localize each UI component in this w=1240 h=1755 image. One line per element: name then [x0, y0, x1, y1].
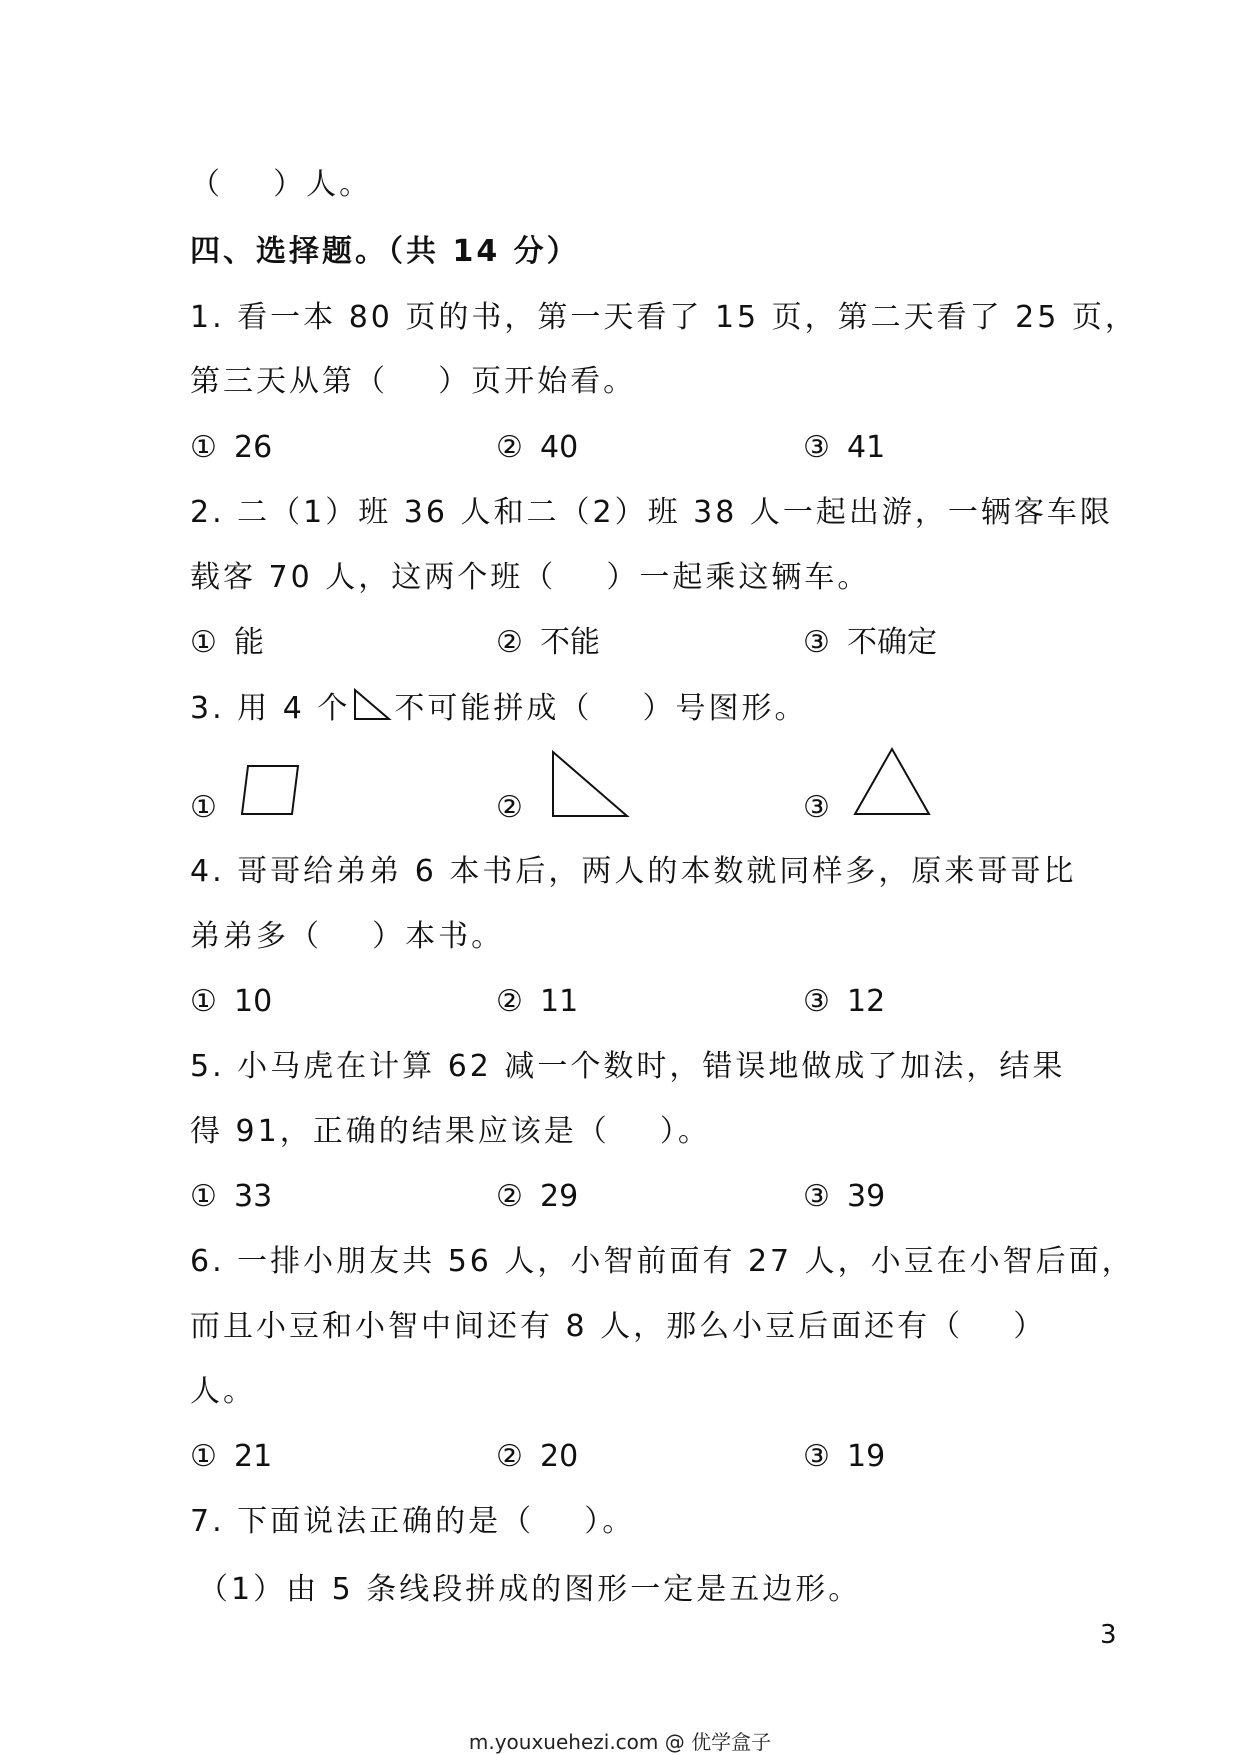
q7-text: 7. 下面说法正确的是（ ）。	[190, 1504, 636, 1539]
option-mark: ②	[496, 1439, 523, 1474]
q4-text-line2: 弟弟多（ ）本书。	[190, 919, 505, 954]
option-value: 33	[234, 1179, 273, 1214]
q2-option-3[interactable]	[803, 623, 937, 663]
q3-option-3-triangle-figure	[850, 746, 934, 818]
option-mark: ③	[803, 625, 830, 660]
q1-text-line1: 1. 看一本 80 页的书，第一天看了 15 页，第二天看了 25 页，	[190, 300, 1138, 335]
option-value: 29	[540, 1179, 579, 1214]
q6-text-line1: 6. 一排小朋友共 56 人，小智前面有 27 人，小豆在小智后面，	[190, 1244, 1135, 1279]
footer-source: m.youxuehezi.com @ 优学盒子	[468, 1730, 772, 1754]
option-value: 19	[847, 1439, 886, 1474]
q5-option-2[interactable]	[496, 1177, 578, 1217]
q3-text-post: 不可能拼成（ ）号图形。	[394, 691, 808, 726]
q2-option-2[interactable]	[496, 623, 600, 663]
option-mark: ③	[803, 790, 830, 825]
q3-option-2-right-triangle-figure	[548, 748, 632, 820]
q4-option-3[interactable]	[803, 982, 885, 1022]
option-mark: ①	[190, 625, 217, 660]
page-number: 3	[1100, 1620, 1117, 1650]
q5-option-3[interactable]	[803, 1177, 885, 1217]
option-mark: ①	[190, 1179, 217, 1214]
option-mark: ①	[190, 984, 217, 1019]
option-mark: ①	[190, 790, 217, 825]
option-value: 不能	[540, 625, 600, 660]
q2-text-line1: 2. 二（1）班 36 人和二（2）班 38 人一起出游，一辆客车限	[190, 495, 1113, 530]
option-mark: ②	[496, 430, 523, 465]
option-value: 26	[234, 430, 273, 465]
q1-option-2[interactable]	[496, 428, 578, 468]
q4-text-line1: 4. 哥哥给弟弟 6 本书后，两人的本数就同样多，原来哥哥比	[190, 854, 1077, 889]
option-value: 11	[540, 984, 579, 1019]
q1-option-1[interactable]	[190, 428, 272, 468]
q3-text	[190, 688, 807, 729]
option-value: 40	[540, 430, 579, 465]
q1-option-3[interactable]	[803, 428, 885, 468]
q3-option-1-parallelogram-figure	[238, 760, 302, 820]
option-mark: ②	[496, 1179, 523, 1214]
option-value: 不确定	[847, 625, 937, 660]
option-mark: ③	[803, 1439, 830, 1474]
q3-option-1[interactable]	[190, 788, 234, 828]
q1-text-line2: 第三天从第（ ）页开始看。	[190, 364, 637, 399]
q5-text-line2: 得 91，正确的结果应该是（ ）。	[190, 1114, 711, 1149]
right-triangle-piece-icon	[352, 688, 392, 722]
option-mark: ①	[190, 430, 217, 465]
option-mark: ②	[496, 625, 523, 660]
option-mark: ③	[803, 1179, 830, 1214]
q7-statement-1: （1）由 5 条线段拼成的图形一定是五边形。	[198, 1572, 862, 1607]
q6-text-line2: 而且小豆和小智中间还有 8 人，那么小豆后面还有（ ）	[190, 1309, 1047, 1344]
q3-option-3[interactable]	[803, 788, 847, 828]
q3-text-pre: 3. 用 4 个	[190, 691, 351, 726]
option-mark: ③	[803, 430, 830, 465]
q6-option-1[interactable]	[190, 1437, 272, 1477]
q4-option-2[interactable]	[496, 982, 578, 1022]
option-value: 21	[234, 1439, 273, 1474]
q5-option-1[interactable]	[190, 1177, 272, 1217]
option-mark: ③	[803, 984, 830, 1019]
option-mark: ②	[496, 790, 523, 825]
continued-line: （ ）人。	[190, 167, 373, 202]
q6-option-3[interactable]	[803, 1437, 885, 1477]
q6-option-2[interactable]	[496, 1437, 578, 1477]
option-value: 12	[847, 984, 886, 1019]
q4-option-1[interactable]	[190, 982, 272, 1022]
option-value: 41	[847, 430, 886, 465]
q3-option-2[interactable]	[496, 788, 540, 828]
option-value: 39	[847, 1179, 886, 1214]
q2-text-line2: 载客 70 人，这两个班（ ）一起乘这辆车。	[190, 560, 871, 595]
option-mark: ②	[496, 984, 523, 1019]
option-value: 20	[540, 1439, 579, 1474]
q6-text-line3: 人。	[190, 1374, 256, 1409]
option-value: 10	[234, 984, 273, 1019]
q5-text-line1: 5. 小马虎在计算 62 减一个数时，错误地做成了加法，结果	[190, 1049, 1066, 1084]
section-heading: 四、选择题。（共 14 分）	[190, 234, 580, 269]
option-mark: ①	[190, 1439, 217, 1474]
q2-option-1[interactable]	[190, 623, 264, 663]
option-value: 能	[234, 625, 264, 660]
